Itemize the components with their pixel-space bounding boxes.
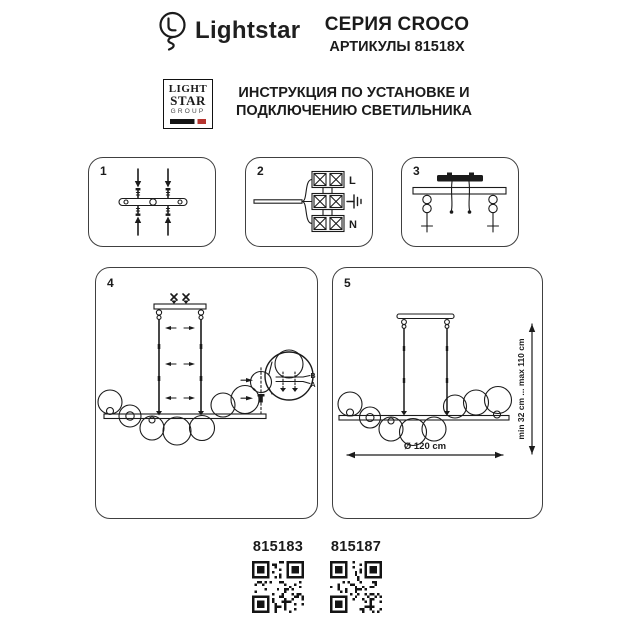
instruction-line1: ИНСТРУКЦИЯ ПО УСТАНОВКЕ И (238, 85, 470, 101)
lightstar-logo (157, 9, 300, 53)
assembly-diagram (96, 268, 316, 517)
glass-balls (98, 386, 259, 446)
panel-4-number: 4 (107, 276, 114, 290)
panel-4-assembly (95, 267, 318, 519)
terminal-earth (312, 194, 344, 210)
lightstar-bulb-icon (157, 9, 188, 53)
hanger-right (488, 195, 499, 232)
label-n: N (349, 219, 357, 231)
magnifier-detail (265, 350, 313, 400)
series-title: СЕРИЯ CROCO (324, 14, 470, 35)
panel-1-number: 1 (100, 164, 107, 178)
title-block (308, 14, 486, 55)
ceiling-mount-diagram (402, 158, 517, 245)
qr-code (330, 561, 382, 613)
terminal-n (312, 216, 344, 232)
panel-3-ceiling-mount (401, 157, 519, 247)
article-815187 (328, 539, 384, 618)
badge-star: STAR (170, 93, 206, 108)
lightstar-group-badge (163, 79, 213, 129)
label-b: B (310, 373, 316, 380)
article-815183 (250, 539, 306, 618)
canopy-screws (171, 294, 189, 304)
ball-install-detail (241, 366, 272, 414)
brand-name: Lightstar (195, 17, 301, 44)
instruction-line2: ПОДКЛЮЧЕНИЮ СВЕТИЛЬНИКА (235, 103, 473, 119)
panel-5-number: 5 (344, 276, 351, 290)
dimensions-diagram (333, 268, 541, 517)
qr-code (252, 561, 304, 613)
panel-2-number: 2 (257, 164, 264, 178)
height-label: min 32 cm ... max 110 cm (516, 338, 526, 440)
label-a: A (310, 382, 316, 389)
panel-5-dimensions (332, 267, 543, 519)
diameter-dimension (347, 452, 503, 458)
earth-symbol (347, 195, 361, 208)
rod-screw-indicators (165, 326, 195, 400)
terminal-block-diagram (246, 158, 371, 245)
panel-2-wiring (245, 157, 373, 247)
hanger-left (422, 195, 433, 232)
articles-title: АРТИКУЛЫ 81518X (329, 39, 465, 55)
instruction-heading (226, 84, 482, 120)
badge-flag-bar (170, 119, 206, 124)
height-dimension (529, 324, 535, 454)
label-l: L (349, 175, 356, 187)
panel-3-number: 3 (413, 164, 420, 178)
badge-light: LIGHT (168, 83, 208, 95)
mounting-bracket-diagram (89, 158, 214, 245)
panel-1-mounting-bracket (88, 157, 216, 247)
terminal-l (312, 172, 344, 188)
screw-left (135, 169, 141, 235)
article-number: 815187 (330, 539, 382, 555)
screw-right (165, 169, 171, 235)
diameter-label: Ø 120 cm (403, 441, 447, 452)
badge-group: GROUP (170, 108, 206, 115)
article-number: 815183 (252, 539, 304, 555)
